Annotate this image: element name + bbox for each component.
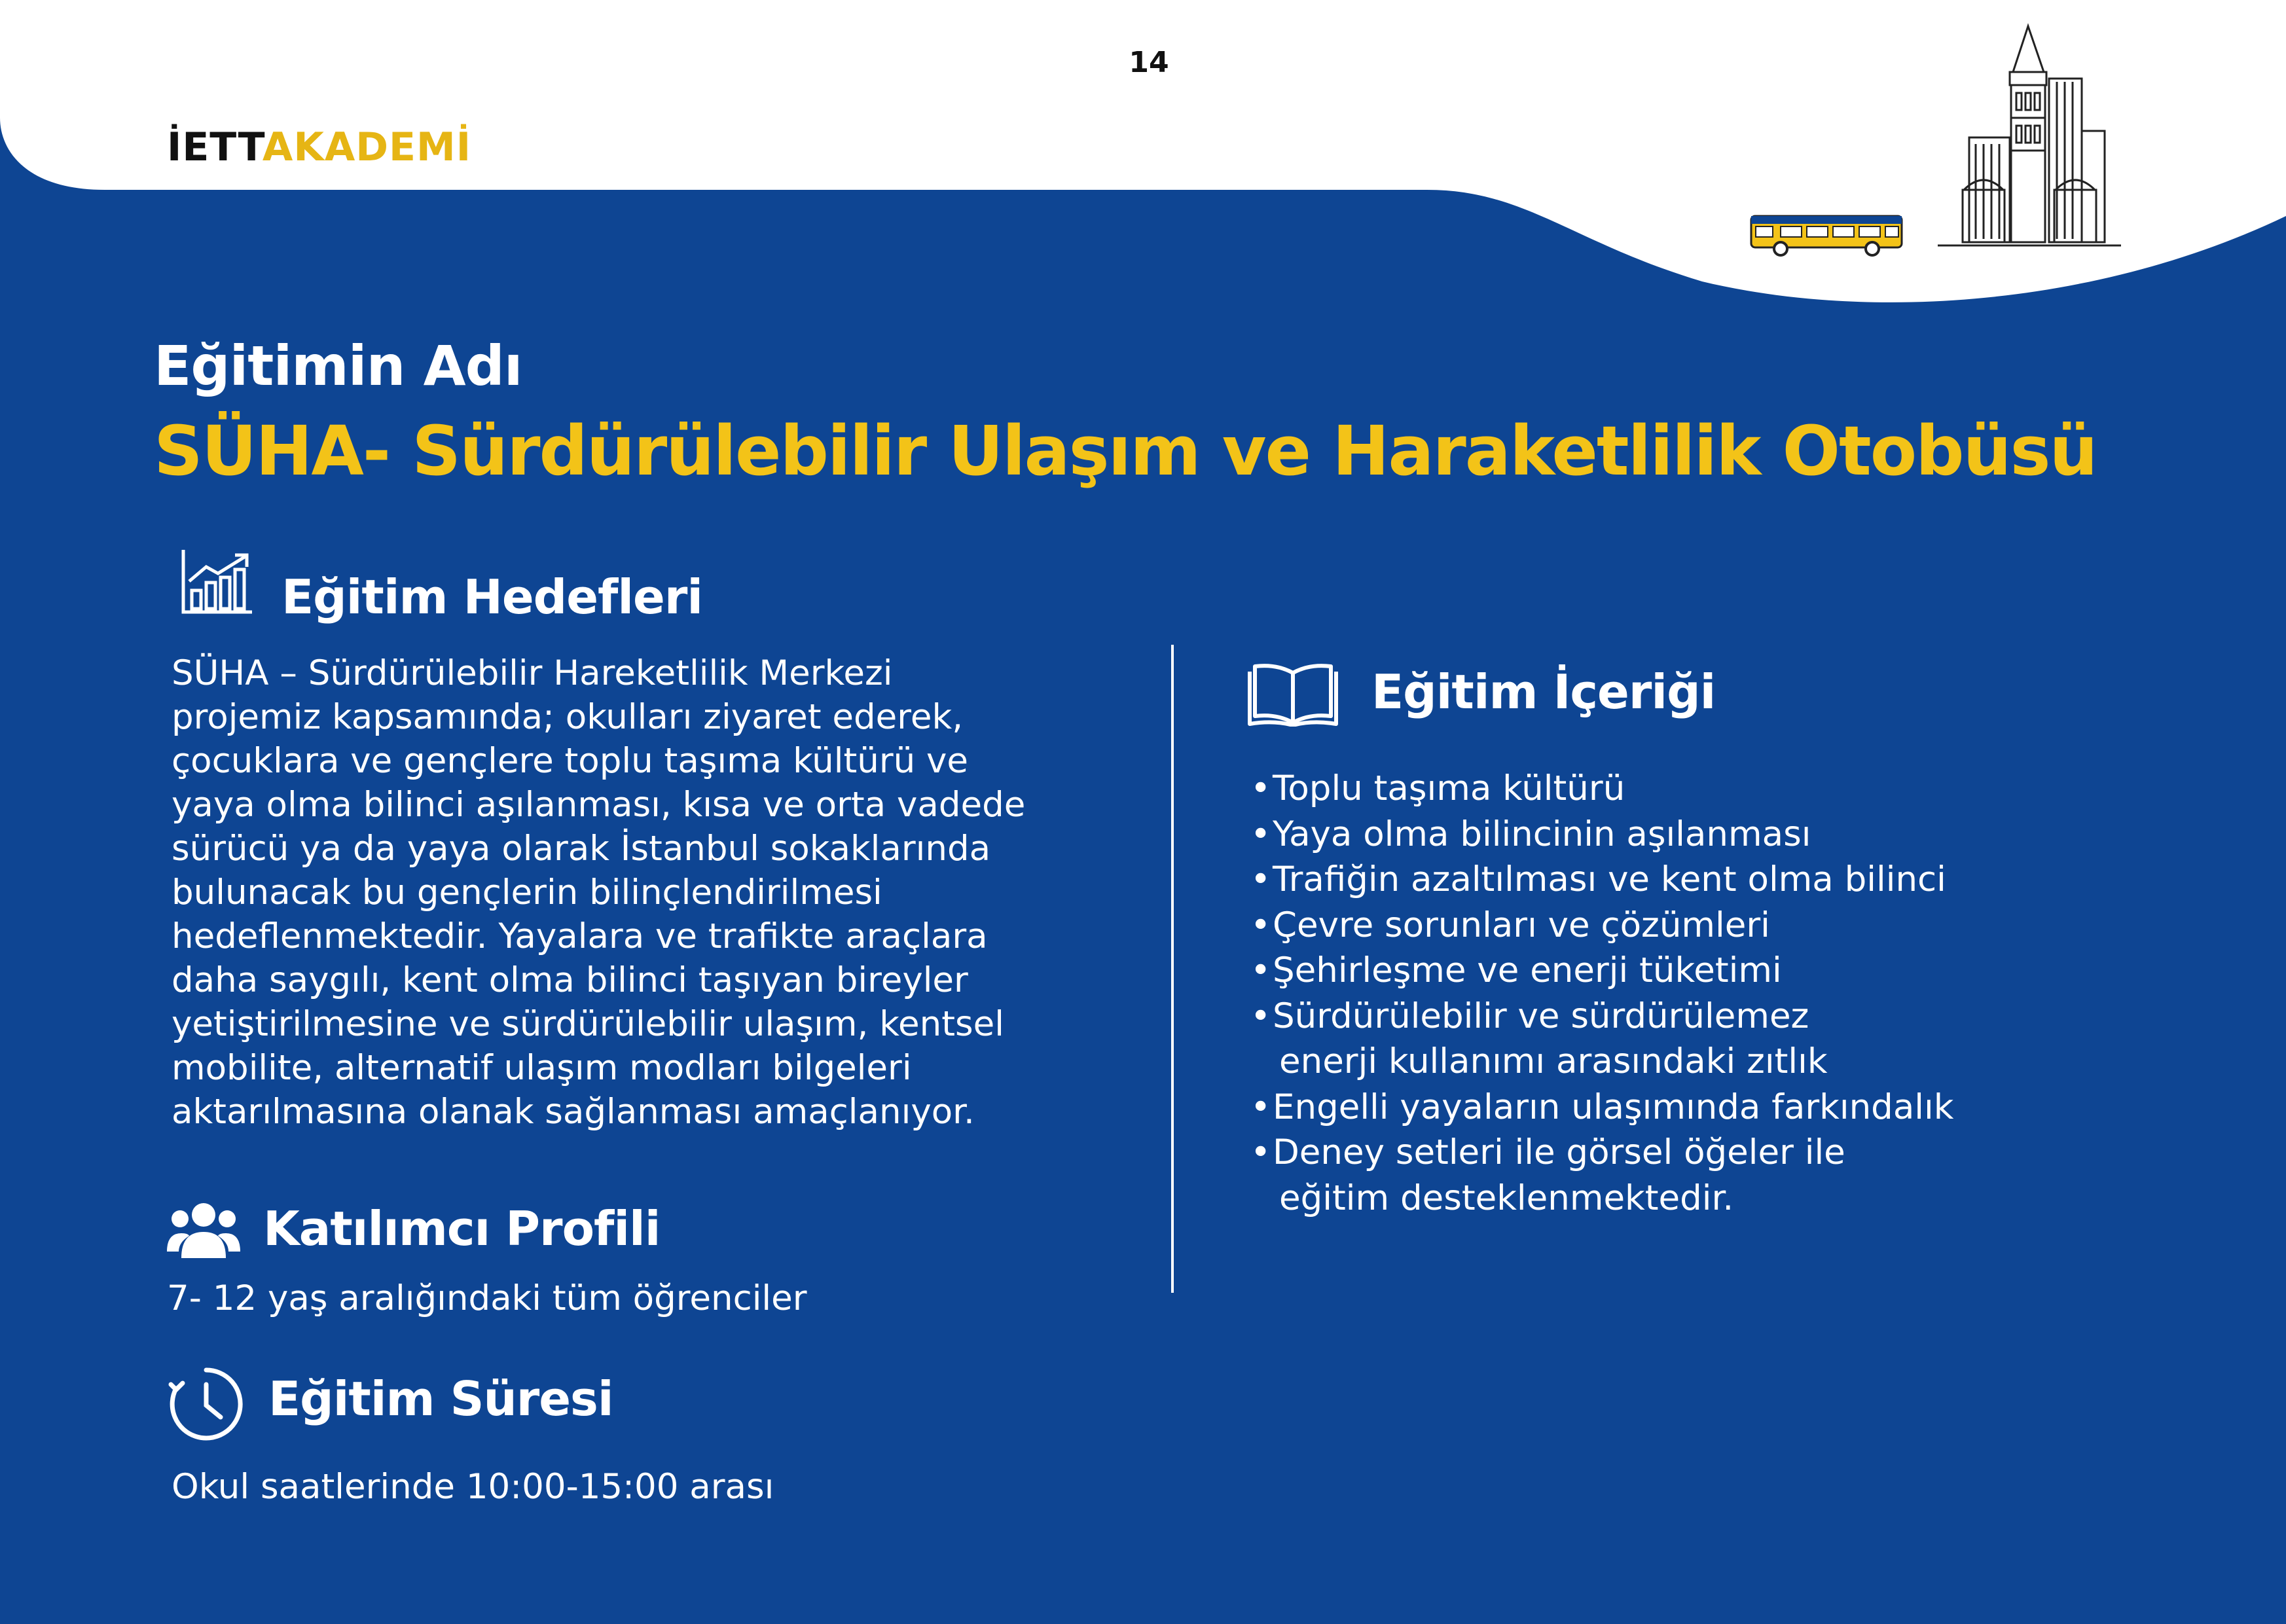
goals-line: bulunacak bu gençlerin bilinçlendirilmesi (172, 873, 882, 912)
goals-line: aktarılmasına olanak sağlanması amaçlanıyor. (172, 1092, 975, 1132)
goals-line: projemiz kapsamında; okulları ziyaret ederek, (172, 697, 964, 737)
iett-akademi-logo (167, 124, 471, 170)
page-number: 14 (1129, 46, 1169, 79)
training-name-label: Eğitimin Adı (154, 334, 522, 398)
participants-text: 7- 12 yaş aralığındaki tüm öğrenciler (167, 1278, 807, 1318)
list-item: • Sürdürülebilir ve sürdürülemez enerji kullanımı arasındaki zıtlık (1250, 994, 2215, 1085)
duration-heading: Eğitim Süresi (268, 1371, 613, 1426)
list-item: • Şehirleşme ve enerji tüketimi (1250, 948, 2215, 994)
content-heading: Eğitim İçeriği (1371, 664, 1716, 719)
participants-heading: Katılımcı Profili (263, 1201, 661, 1256)
duration-text: Okul saatlerinde 10:00-15:00 arası (172, 1467, 774, 1507)
goals-line: mobilite, alternatif ulaşım modları bilgeleri (172, 1048, 912, 1088)
city-skyline-bus-illustration (1741, 20, 2128, 262)
goals-line: hedeflenmektedir. Yayalara ve trafikte araçlara (172, 916, 988, 956)
column-divider (1171, 645, 1174, 1293)
goals-heading: Eğitim Hedefleri (281, 569, 703, 624)
list-item: • Toplu taşıma kültürü (1250, 766, 2215, 812)
list-item: • Çevre sorunları ve çözümleri (1250, 903, 2215, 948)
goals-line: daha saygılı, kent olma bilinci taşıyan bireyler (172, 960, 968, 1000)
goals-line: sürücü ya da yaya olarak İstanbul sokaklarında (172, 829, 991, 869)
bar-chart-growth-icon (180, 550, 253, 615)
goals-line: çocuklara ve gençlere toplu taşıma kültürü ve (172, 741, 969, 781)
goals-line: SÜHA – Sürdürülebilir Hareketlilik Merkezi (172, 653, 893, 693)
content-list (1250, 766, 2215, 1221)
people-group-icon (167, 1199, 240, 1259)
training-title: SÜHA- Sürdürülebilir Ulaşım ve Haraketlilik Otobüsü (154, 411, 2097, 491)
list-item: • Yaya olma bilincinin aşılanması (1250, 812, 2215, 857)
logo-part-akademi: AKADEMİ (262, 124, 472, 170)
list-item: • Engelli yayaların ulaşımında farkındalık (1250, 1085, 2215, 1130)
list-item: • Trafiğin azaltılması ve kent olma bilinci (1250, 857, 2215, 903)
goals-line: yetiştirilmesine ve sürdürülebilir ulaşım, kentsel (172, 1004, 1004, 1044)
clock-icon (167, 1365, 245, 1443)
goals-line: yaya olma bilinci aşılanması, kısa ve orta vadede (172, 785, 1026, 825)
goals-paragraph (172, 651, 1134, 1134)
open-book-icon (1247, 661, 1339, 727)
list-item: • Deney setleri ile görsel öğeler ile eğitim desteklenmektedir. (1250, 1130, 2215, 1221)
logo-part-iett: İETT (167, 124, 263, 170)
